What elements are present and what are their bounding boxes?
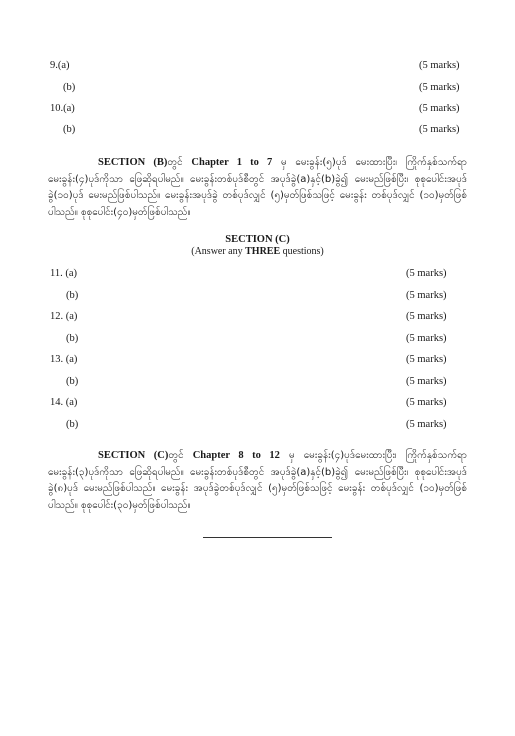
section-c-instructions [48,448,467,514]
question-label: (b) [66,376,79,387]
question-label: 13. (a) [50,354,78,365]
marks-label: (5 marks) [406,290,447,301]
marks-label: (5 marks) [406,419,447,430]
marks-label: (5 marks) [419,124,460,135]
subtitle-pre: (Answer any [191,246,246,257]
question-label: 12. (a) [50,311,78,322]
question-label: (b) [66,333,79,344]
question-label: (b) [63,82,76,93]
question-label: 9.(a) [50,60,70,71]
marks-label: (5 marks) [406,268,447,279]
question-label: 14. (a) [50,397,78,408]
section-c-title: SECTION (C) [225,234,290,245]
marks-label: (5 marks) [419,82,460,93]
marks-label: (5 marks) [406,311,447,322]
question-label: 11. (a) [50,268,78,279]
section-c-lead: SECTION (C) [98,450,169,461]
section-c-subtitle [0,246,515,257]
marks-label: (5 marks) [406,354,447,365]
question-label: (b) [66,419,79,430]
section-b-instructions [48,155,467,221]
marks-label: (5 marks) [406,397,447,408]
question-label: (b) [66,290,79,301]
subtitle-post: questions) [280,246,324,257]
marks-label: (5 marks) [419,103,460,114]
section-b-text: မှ မေးခွန်း(၅)ပုဒ် မေးထားပြီး၊ ကြိုက်နှစ်သက်ရာ မေးခွန်း(၄)ပုဒ်ကိုသာ ဖြေဆိုရပါမည်။ မေးခွန်းတစ်ပုဒ်စီတွင် အပုဒ်ခွဲ(a)နှင့်(b)ခွဲ၍ မေးမည်ဖြစ်ပြီး၊ စုစုပေါင်းအပုဒ်ခွဲ(၁၀)ပုဒ် မေးမည်ဖြစ်ပါသည်။ မေးခွန်းအပုဒ်ခွဲ တစ်ပုဒ်လျှင် (၅)မှတ်ဖြစ်သဖြင့် မေးခွန်း တစ်ပုဒ်လျှင် (၁၀)မှတ်ဖြစ်ပါသည်။ စုစုပေါင်း(၄၀)မှတ်ဖြစ်ပါသည်။ [48,157,468,218]
section-c-mid: တွင် [168,450,184,461]
section-b-chapter: Chapter 1 to 7 [191,157,273,168]
marks-label: (5 marks) [419,60,460,71]
section-b-mid: တွင် [167,157,183,168]
section-c-text: မှ မေးခွန်း(၄)ပုဒ်မေးထားပြီး၊ ကြိုက်နှစ်သက်ရာ မေးခွန်း(၃)ပုဒ်ကိုသာ ဖြေဆိုရပါမည်။ မေးခွန်းတစ်ပုဒ်စီတွင် အပုဒ်ခွဲ(a)နှင့်(b)ခွဲ၍ မေးမည်ဖြစ်ပြီး၊ စုစုပေါင်းအပုဒ်ခွဲ(၈)ပုဒ် မေးမည်ဖြစ်ပါသည်။ မေးခွန်း အပုဒ်ခွဲတစ်ပုဒ်လျှင် (၅)မှတ်ဖြစ်သဖြင့် မေးခွန်း တစ်ပုဒ်လျှင် (၁၀)မှတ်ဖြစ်ပါသည်။ စုစုပေါင်း(၃၀)မှတ်ဖြစ်ပါသည်။ [48,450,467,511]
marks-label: (5 marks) [406,376,447,387]
question-label: 10.(a) [50,103,75,114]
marks-label: (5 marks) [406,333,447,344]
subtitle-bold: THREE [245,246,281,257]
section-c-chapter: Chapter 8 to 12 [192,450,280,461]
end-divider [203,537,332,538]
section-b-lead: SECTION (B) [98,157,168,168]
question-label: (b) [63,124,76,135]
